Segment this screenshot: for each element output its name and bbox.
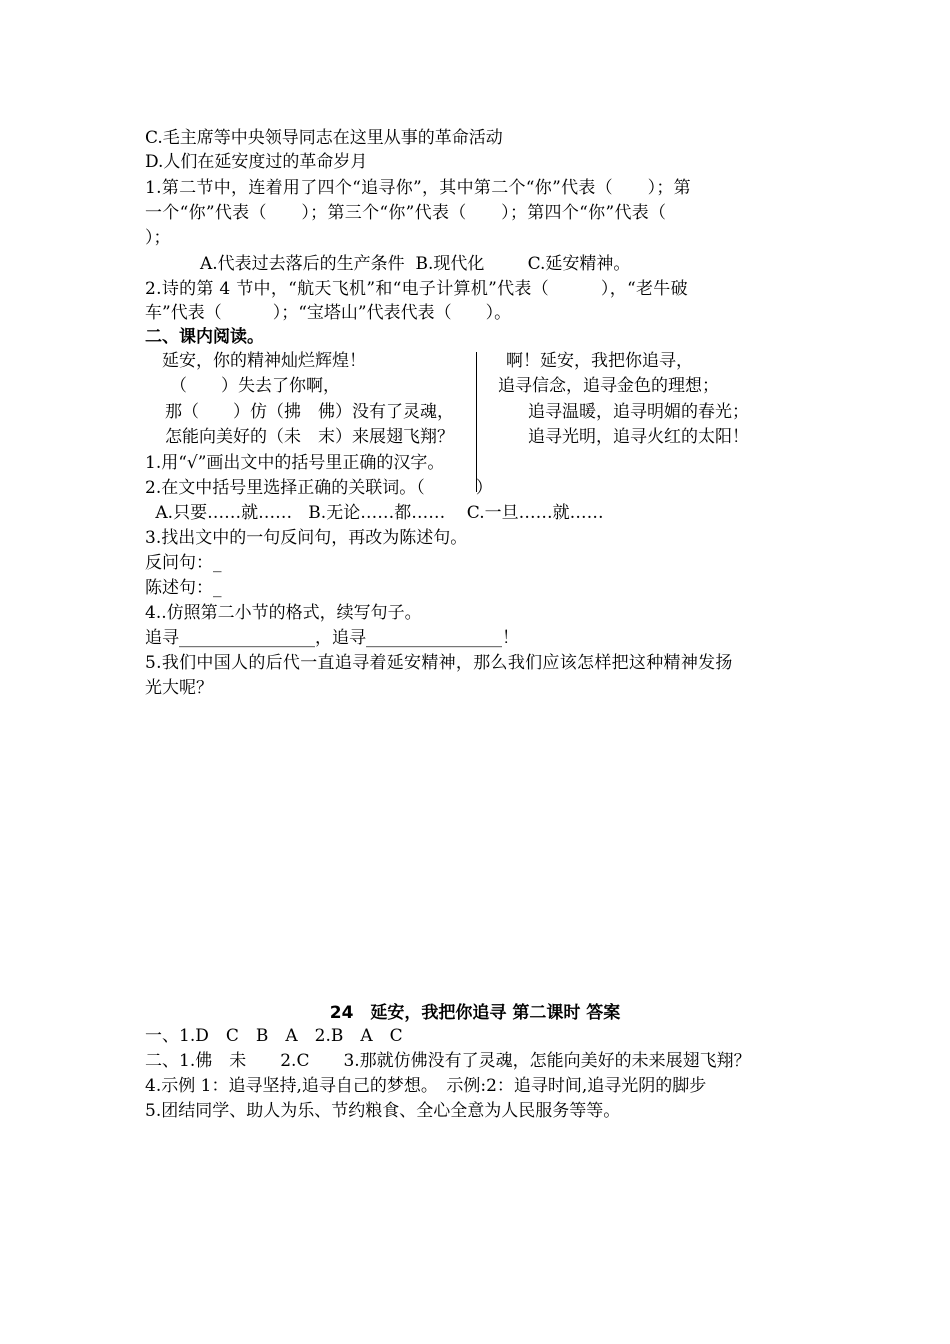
poem-left-line-1: 延安，你的精神灿烂辉煌！ [162, 351, 366, 371]
poem-right-line-4: 追寻光明，追寻火红的太阳！ [528, 427, 749, 447]
poem-divider [476, 352, 477, 492]
question-1-line-1: 1.第二节中，连着用了四个“追寻你”，其中第二个“你”代表（ ）；第 [145, 178, 691, 198]
question-2-line-2: 车”代表（ ）；“宝塔山”代表代表（ ）。 [145, 303, 512, 323]
option-d: D.人们在延安度过的革命岁月 [145, 152, 368, 172]
answers-line-4: 5.团结同学、助人为乐、节约粮食、全心全意为人民服务等等。 [145, 1101, 621, 1121]
question-2-line-1: 2.诗的第 4 节中，“航天飞机”和“电子计算机”代表（ ），“老牛破 [145, 279, 688, 299]
poem-right-line-2: 追寻信念，追寻金色的理想； [498, 376, 719, 396]
reading-question-2-options: A.只要……就…… B.无论……都…… C.一旦……就…… [150, 503, 604, 523]
answers-title: 24 延安，我把你追寻 第二课时 答案 [329, 1003, 621, 1023]
poem-right-line-1: 啊！延安，我把你追寻， [506, 351, 693, 371]
reading-question-3: 3.找出文中的一句反问句，再改为陈述句。 [145, 528, 468, 548]
poem-left-line-4: 怎能向美好的（未 末）来展翅飞翔？ [165, 427, 454, 447]
reading-question-1: 1.用“√”画出文中的括号里正确的汉字。 [145, 453, 445, 473]
question-1-line-2: 一个“你”代表（ ）；第三个“你”代表（ ）；第四个“你”代表（ [145, 203, 667, 223]
rhetorical-question-answer: 反问句：_ [145, 553, 222, 573]
question-1-line-3: ）； [145, 228, 171, 248]
reading-question-4: 4..仿照第二小节的格式，续写句子。 [145, 603, 422, 623]
poem-right-line-3: 追寻温暖，追寻明媚的春光； [528, 402, 749, 422]
question-1-options: A.代表过去落后的生产条件 B.现代化 C.延安精神。 [200, 254, 631, 274]
poem-left-line-3: 那（ ）仿（拂 佛）没有了灵魂， [165, 402, 454, 422]
answers-line-2: 二、1.佛 未 2.C 3.那就仿佛没有了灵魂，怎能向美好的未来展翅飞翔？ [145, 1051, 751, 1071]
option-c: C.毛主席等中央领导同志在这里从事的革命活动 [145, 128, 503, 148]
answers-line-1: 一、1.D C B A 2.B A C [145, 1026, 403, 1046]
reading-question-5-line-2: 光大呢？ [145, 678, 213, 698]
answers-line-3: 4.示例 1：追寻坚持,追寻自己的梦想。 示例:2：追寻时间,追寻光阴的脚步 [145, 1076, 707, 1096]
reading-question-5-line-1: 5.我们中国人的后代一直追寻着延安精神，那么我们应该怎样把这种精神发扬 [145, 653, 733, 673]
declarative-sentence-answer: 陈述句：_ [145, 578, 222, 598]
reading-question-2: 2.在文中括号里选择正确的关联词。（ ） [145, 478, 493, 498]
reading-question-4-fill: 追寻________________，追寻________________！ [145, 628, 519, 648]
poem-left-line-2: （ ）失去了你啊， [170, 376, 340, 396]
section-2-heading: 二、课内阅读。 [145, 327, 264, 347]
